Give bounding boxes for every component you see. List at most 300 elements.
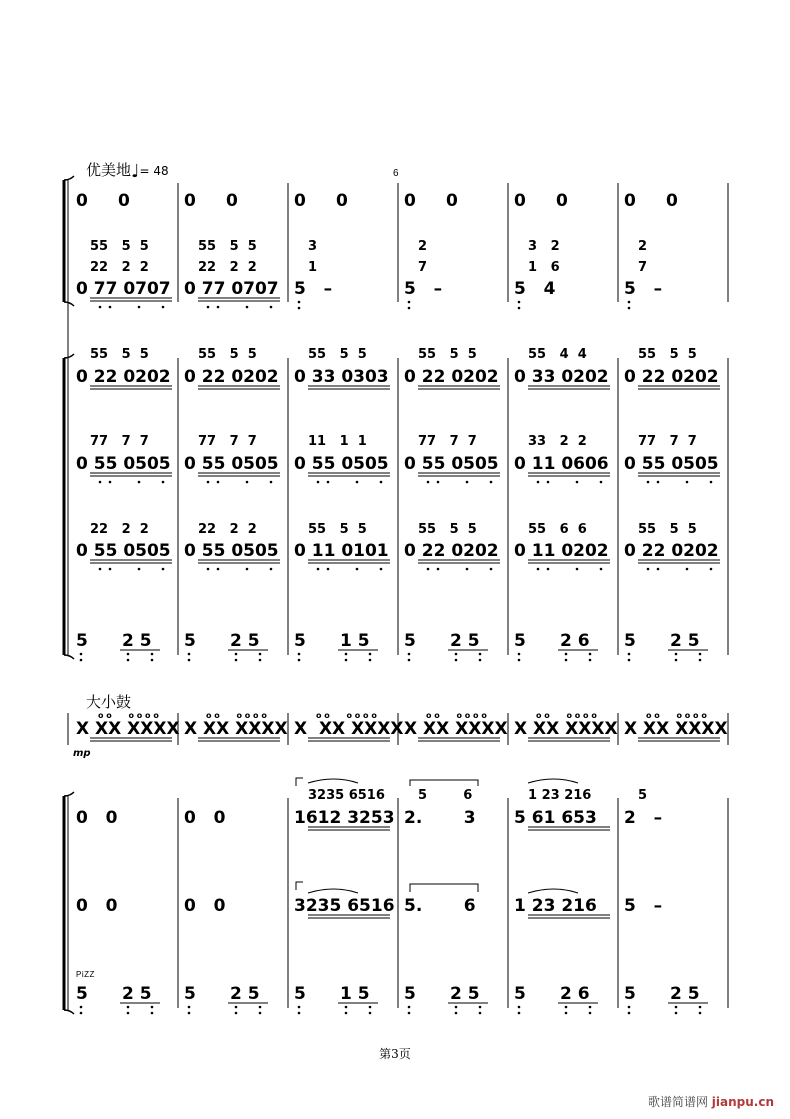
note-group: 0 11 0202 [514,541,609,561]
note-group: 1 5 [340,984,370,1004]
measure-s9-1 [76,896,118,916]
measure-s5-2 [184,522,280,570]
measure-s10-4 [404,984,488,1014]
octave-dot [369,659,372,662]
octave-dot [298,653,301,656]
octave-dot [246,306,249,309]
octave-dot [675,1012,678,1015]
octave-dot [380,481,383,484]
octave-dot [151,1006,154,1009]
chord-tone-row: 55 4 4 [528,347,587,362]
chord-tone-row: 7 [418,260,428,275]
octave-dot [479,1006,482,1009]
note-group: 2 5 [450,631,480,651]
note-group: 0 55 0505 [184,454,279,474]
measure-s8-3 [294,779,395,830]
articulation-marks: o o o o o o [646,711,707,720]
octave-dot [246,568,249,571]
measure-s6-4 [404,631,488,661]
chord-tone-row: 22 2 2 [198,260,257,275]
octave-dot [628,659,631,662]
octave-dot [600,481,603,484]
octave-dot [576,568,579,571]
measure-s1-2 [184,191,238,211]
chord-tone-row: 33 2 2 [528,434,587,449]
note-group: X XX XXXX [624,719,728,739]
chord-tone-row: 55 5 5 [308,347,367,362]
octave-dot [369,653,372,656]
octave-dot [537,481,540,484]
octave-dot [259,653,262,656]
octave-dot [437,481,440,484]
pizz-label: PiZZ [76,970,95,979]
note-group: 0 11 0606 [514,454,609,474]
octave-dot [259,1012,262,1015]
octave-dot [151,1012,154,1015]
measure-s9-3 [294,889,395,918]
octave-dot [628,653,631,656]
system-bracket-mid [64,354,74,659]
system-bracket-top [64,176,74,306]
note-group: 5 [294,631,306,651]
chord-tone-row: 2 [638,239,648,254]
measure-s10-2 [184,984,268,1014]
octave-dot [699,1012,702,1015]
note-group: 0 [294,191,306,211]
note-group: 0 55 0505 [624,454,719,474]
note-group: 3235 6516 [294,896,395,916]
measure-s6-2 [184,631,268,661]
chord-tone-row: 55 5 5 [90,347,149,362]
note-group: 0 77 0707 [76,279,171,299]
octave-dot [138,481,141,484]
octave-dot [466,481,469,484]
octave-dot [589,659,592,662]
measure-s5-5 [514,522,610,570]
octave-dot [455,659,458,662]
site-watermark [648,1093,774,1110]
octave-dot [699,659,702,662]
octave-dot [455,1012,458,1015]
octave-dot [356,568,359,571]
note-group: 0 [336,191,348,211]
note-group: 5 [184,631,196,651]
octave-dot [99,568,102,571]
measure-s9-5 [514,889,610,918]
chord-tone-row: 55 5 5 [198,239,257,254]
octave-dot [437,568,440,571]
measure-s8-1 [76,808,118,828]
measure-s9-4 [404,896,476,916]
note-group: 5 [624,984,636,1004]
note-group: 0 [184,191,196,211]
octave-dot [518,659,521,662]
octave-dot [408,301,411,304]
page-footer: 第3页 [379,1047,411,1061]
articulation-marks: o o o o o o [426,711,487,720]
octave-dot [151,659,154,662]
octave-dot [565,653,568,656]
octave-dot [576,481,579,484]
octave-dot [675,653,678,656]
note-group: 0 0 [184,896,226,916]
measure-s7-4 [404,711,508,741]
octave-dot [317,568,320,571]
chord-tone-row: 3 [308,239,318,254]
note-group: 0 22 0202 [184,367,279,387]
octave-dot [235,1006,238,1009]
octave-dot [235,653,238,656]
octave-dot [628,1012,631,1015]
note-group: 0 77 0707 [184,279,279,299]
octave-dot [235,1012,238,1015]
measure-s7-1 [76,711,180,741]
note-group: 5 – [404,279,443,299]
measure-s2-6 [624,239,662,309]
octave-dot [369,1006,372,1009]
measure-s1-4 [404,191,458,211]
note-group: 2 5 [670,984,700,1004]
measure-s2-4 [404,239,442,309]
measure-s4-2 [184,434,280,483]
octave-dot [207,568,210,571]
octave-dot [80,1006,83,1009]
measure-s4-1 [76,434,172,483]
note-group: 5 – [624,896,663,916]
measure-s6-1 [76,631,160,661]
octave-dot [479,653,482,656]
measure-s4-3 [294,434,390,483]
measure-s9-6 [624,896,662,916]
octave-dot [345,1012,348,1015]
note-group: 0 22 0202 [404,367,499,387]
slur [528,779,578,783]
slur [308,779,358,783]
note-group: 2 5 [230,631,260,651]
octave-dot [518,1012,521,1015]
octave-dot [345,659,348,662]
octave-dot [162,481,165,484]
chord-tone-row: 2 [418,239,428,254]
note-group: 5 [514,984,526,1004]
octave-dot [270,568,273,571]
octave-dot [479,659,482,662]
note-group: 5 [404,631,416,651]
octave-dot [537,568,540,571]
note-group: 0 0 [76,808,118,828]
octave-dot [518,653,521,656]
octave-dot [518,1006,521,1009]
octave-dot [99,481,102,484]
measure-s9-2 [184,896,226,916]
measure-s5-6 [624,522,720,570]
measure-s1-3 [294,191,348,211]
octave-dot [127,653,130,656]
octave-dot [207,306,210,309]
octave-dot [518,307,521,310]
measure-s7-5 [514,711,618,741]
note-group: 5 [76,631,88,651]
octave-dot [408,307,411,310]
percussion-label: 大小鼓 [86,693,132,711]
note-group: 2 5 [670,631,700,651]
chord-tone-row: 55 5 5 [418,347,477,362]
octave-dot [657,481,660,484]
note-group: 2 – [624,808,663,828]
octave-dot [589,653,592,656]
dynamic-mp: mp [73,748,91,759]
note-group: 2 5 [450,984,480,1004]
octave-dot [259,1006,262,1009]
note-group: 2 5 [122,984,152,1004]
note-group: X XX XXXX [294,719,404,739]
octave-dot [565,1012,568,1015]
octave-dot [547,481,550,484]
note-group: X XX XXXX [404,719,508,739]
watermark-text: 歌谱简谱网 [647,1095,708,1109]
octave-dot [675,1006,678,1009]
quarter-note-icon: ♩ [131,161,140,182]
note-rows [76,191,728,1014]
note-group: 1 5 [340,631,370,651]
octave-dot [188,1012,191,1015]
octave-dot [628,1006,631,1009]
chord-tone-row: 5 [638,788,648,803]
octave-dot [80,653,83,656]
octave-dot [246,481,249,484]
note-group: 0 [556,191,568,211]
octave-dot [657,568,660,571]
octave-dot [628,301,631,304]
articulation-marks: o o o o o o [206,711,267,720]
note-group: X XX XXXX [514,719,618,739]
measure-s8-6 [624,788,662,828]
note-group: 0 55 0505 [294,454,389,474]
octave-dot [345,653,348,656]
octave-dot [380,568,383,571]
measure-s5-1 [76,522,172,570]
octave-dot [188,1006,191,1009]
measure-s10-6 [624,984,708,1014]
octave-dot [327,568,330,571]
note-group: 2 5 [122,631,152,651]
octave-dot [127,659,130,662]
octave-dot [138,568,141,571]
note-group: 5 [404,984,416,1004]
note-group: 5 4 [514,279,556,299]
chord-tone-row: 77 7 7 [198,434,257,449]
note-group: 5 61 653 [514,808,597,828]
octave-dot [127,1012,130,1015]
octave-dot [298,1012,301,1015]
chord-tone-row: 1 [308,260,318,275]
octave-dot [565,659,568,662]
note-group: 0 0 [76,896,118,916]
octave-dot [479,1012,482,1015]
octave-dot [207,481,210,484]
octave-dot [162,306,165,309]
octave-dot [518,301,521,304]
note-group: 5 [184,984,196,1004]
chord-tone-row: 55 5 5 [90,239,149,254]
measure-s8-4 [404,788,476,828]
note-group: 0 [446,191,458,211]
measure-s10-5 [514,984,598,1014]
octave-dot [710,481,713,484]
octave-dot [188,659,191,662]
octave-dot [547,568,550,571]
octave-dot [188,653,191,656]
octave-dot [408,1012,411,1015]
note-group: 5. 6 [404,896,476,916]
note-group: 0 [666,191,678,211]
tie [410,884,478,892]
measure-s1-5 [514,191,568,211]
octave-dot [298,301,301,304]
measure-s7-2 [184,711,288,741]
note-group: 0 [404,191,416,211]
note-group: X XX XXXX [184,719,288,739]
note-group: 0 [76,191,88,211]
tempo-text: 优美地 [86,161,132,179]
measure-s3-6 [624,347,720,389]
octave-dot [369,1012,372,1015]
note-group: X XX XXXX [76,719,180,739]
octave-dot [127,1006,130,1009]
note-group: 2 5 [230,984,260,1004]
measure-s2-3 [294,239,332,309]
note-group: 0 11 0101 [294,541,389,561]
octave-dot [217,481,220,484]
measure-s4-4 [404,434,500,483]
chord-tone-row: 55 5 5 [638,347,697,362]
octave-dot [686,568,689,571]
octave-dot [710,568,713,571]
octave-dot [699,1006,702,1009]
octave-dot [270,306,273,309]
articulation-marks: o o o o o o [316,711,377,720]
articulation-marks: o o o o o o [98,711,159,720]
measure-s1-6 [624,191,678,211]
octave-dot [565,1006,568,1009]
chord-tone-row: 55 5 5 [308,522,367,537]
note-group: 0 55 0505 [404,454,499,474]
octave-dot [589,1006,592,1009]
chord-tone-row: 77 7 7 [90,434,149,449]
octave-dot [109,481,112,484]
measure-s7-3 [294,711,404,741]
measure-s3-2 [184,347,280,389]
octave-dot [259,659,262,662]
octave-dot [675,659,678,662]
octave-dot [109,568,112,571]
chord-tone-row: 7 [638,260,648,275]
octave-dot [686,481,689,484]
measure-s2-2 [184,239,280,308]
chord-tone-row: 77 7 7 [638,434,697,449]
chord-tone-row: 1 23 216 [528,788,592,803]
octave-dot [99,306,102,309]
octave-dot [298,659,301,662]
measure-s3-4 [404,347,500,389]
octave-dot [270,481,273,484]
note-group: 0 [514,191,526,211]
chord-tone-row: 22 2 2 [198,522,257,537]
octave-dot [589,1012,592,1015]
measure-s4-6 [624,434,720,483]
tie [410,780,478,786]
measure-s6-5 [514,631,598,661]
measure-s5-4 [404,522,500,570]
octave-dot [80,1012,83,1015]
octave-dot [408,653,411,656]
octave-dot [217,568,220,571]
note-group: 5 [294,984,306,1004]
note-group: 1612 3253 [294,808,395,828]
octave-dot [455,653,458,656]
chord-tone-row: 11 1 1 [308,434,367,449]
chord-tone-row: 22 2 2 [90,260,149,275]
note-group: 5 – [624,279,663,299]
octave-dot [327,481,330,484]
octave-dot [151,653,154,656]
note-group: 0 22 0202 [76,367,171,387]
bow-mark [296,882,303,890]
octave-dot [408,1006,411,1009]
octave-dot [109,306,112,309]
slur [528,889,578,893]
slur [308,889,358,893]
measure-s4-5 [514,434,610,483]
chord-tone-row: 55 5 5 [638,522,697,537]
chord-tone-row: 3235 6516 [308,788,385,803]
note-group: 0 55 0505 [76,541,171,561]
note-group: 5 – [294,279,333,299]
octave-dot [628,307,631,310]
note-group: 0 33 0303 [294,367,389,387]
octave-dot [647,481,650,484]
octave-dot [490,568,493,571]
chord-tone-row: 5 6 [418,788,473,803]
chord-tone-row: 55 6 6 [528,522,587,537]
octave-dot [647,568,650,571]
system-bracket-bottom [64,792,74,1014]
octave-dot [427,568,430,571]
note-group: 0 [118,191,130,211]
chord-tone-row: 3 2 [528,239,560,254]
octave-dot [138,306,141,309]
measure-s8-2 [184,808,226,828]
chord-tone-row: 1 6 [528,260,560,275]
octave-dot [162,568,165,571]
measure-s2-5 [514,239,560,309]
note-group: 0 [624,191,636,211]
note-group: 2 6 [560,984,590,1004]
note-group: 0 0 [184,808,226,828]
note-group: 1 23 216 [514,896,597,916]
note-group: 5 [624,631,636,651]
measure-s3-1 [76,347,172,389]
measure-s1-1 [76,191,130,211]
measure-s10-1 [76,984,160,1014]
octave-dot [235,659,238,662]
measure-s5-3 [294,522,390,570]
octave-dot [408,659,411,662]
measure-s8-5 [514,779,610,830]
measure-s6-3 [294,631,378,661]
measure-s6-6 [624,631,708,661]
octave-dot [317,481,320,484]
